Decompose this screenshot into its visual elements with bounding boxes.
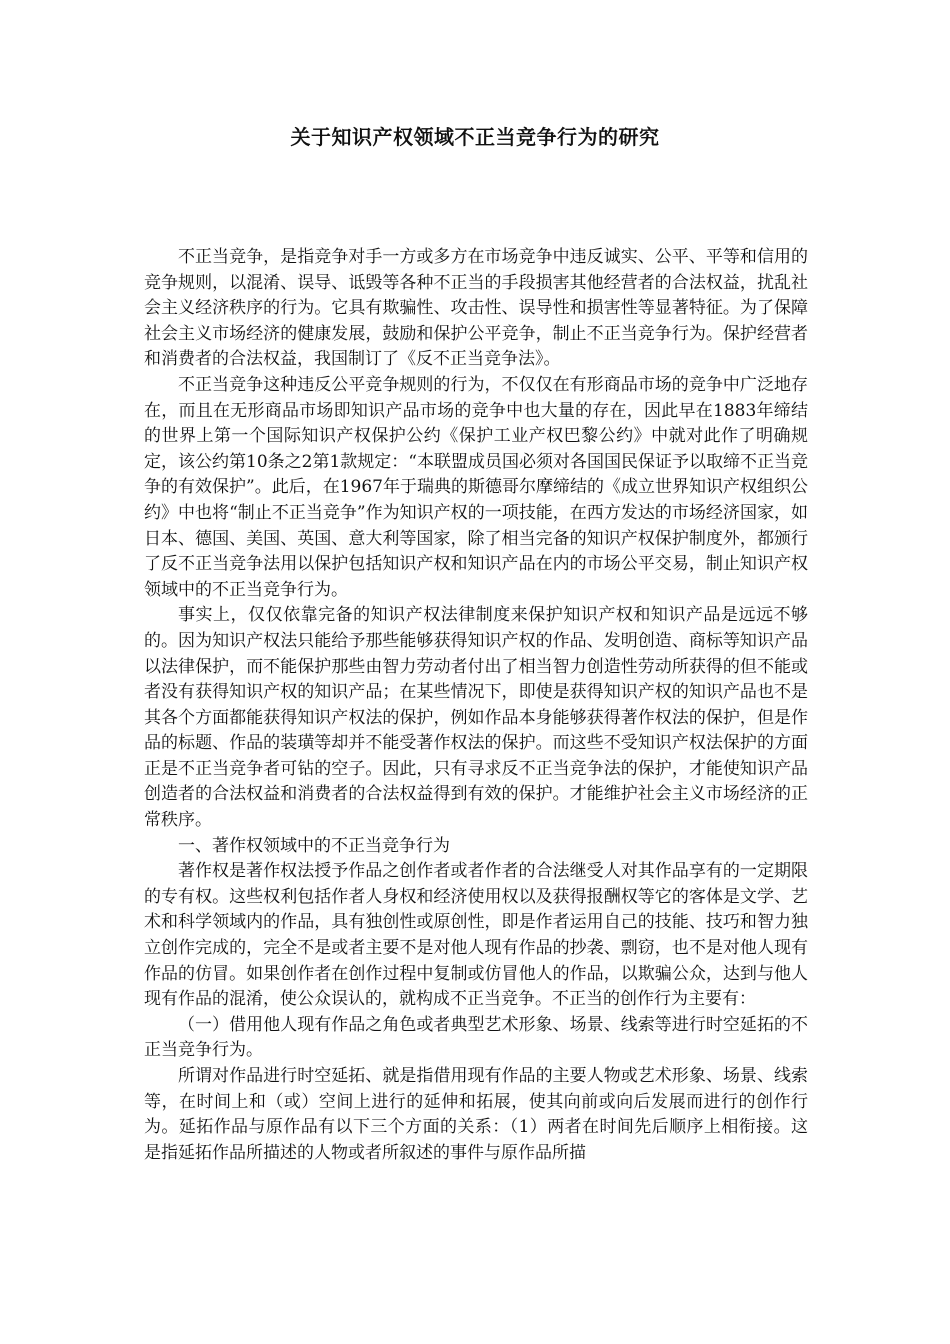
paragraph-1: 不正当竞争，是指竞争对手一方或多方在市场竞争中违反诚实、公平、平等和信用的竞争规则，以混淆、误导、诋毁等各种不正当的手段损害其他经营者的合法权益，扰乱社会主义经济秩序的行为。它具有欺骗性、攻击性、误导性和损害性等显著特征。为了保障社会主义市场经济的健康发展，鼓励和保护公平竞争，制止不正当竞争行为。保护经营者和消费者的合法权益，我国制订了《反不正当竞争法》。 [144, 247, 808, 370]
document-body [144, 245, 808, 1166]
document-title: 关于知识产权领域不正当竞争行为的研究 [290, 125, 660, 149]
section-heading-1: 一、著作权领域中的不正当竞争行为 [178, 835, 450, 856]
paragraph-3: 事实上，仅仅依靠完备的知识产权法律制度来保护知识产权和知识产品是远远不够的。因为知识产权法只能给予那些能够获得知识产权的作品、发明创造、商标等知识产品以法律保护，而不能保护那些由智力劳动者付出了相当智力创造性劳动所获得的但不能或者没有获得知识产权的知识产品；在某些情况下，即使是获得知识产权的知识产品也不是其各个方面都能获得知识产权法的保护，例如作品本身能够获得著作权法的保护，但是作品的标题、作品的装璜等却并不能受著作权法的保护。而这些不受知识产权法保护的方面正是不正当竞争者可钻的空子。因此，只有寻求反不正当竞争法的保护，才能使知识产品创造者的合法权益和消费者的合法权益得到有效的保护。才能维护社会主义市场经济的正常秩序。 [144, 605, 808, 831]
paragraph-5: 所谓对作品进行时空延拓、就是指借用现有作品的主要人物或艺术形象、场景、线索等，在时间上和（或）空间上进行的延伸和拓展，使其向前或向后发展而进行的创作行为。延拓作品与原作品有以下三个方面的关系：（1）两者在时间先后顺序上相衔接。这是指延拓作品所描述的人物或者所叙述的事件与原作品所描 [144, 1066, 808, 1163]
paragraph-4: 著作权是著作权法授予作品之创作者或者作者的合法继受人对其作品享有的一定期限的专有权。这些权利包括作者人身权和经济使用权以及获得报酬权等它的客体是文学、艺术和科学领域内的作品，具有独创性或原创性，即是作者运用自己的技能、技巧和智力独立创作完成的，完全不是或者主要不是对他人现有作品的抄袭、剽窃，也不是对他人现有作品的仿冒。如果创作者在创作过程中复制或仿冒他人的作品，以欺骗公众，达到与他人现有作品的混淆，使公众误认的，就构成不正当竞争。不正当的创作行为主要有： [144, 861, 808, 1010]
subsection-heading-1: （一）借用他人现有作品之角色或者典型艺术形象、场景、线索等进行时空延拓的不正当竞争行为。 [144, 1014, 808, 1061]
paragraph-2: 不正当竞争这种违反公平竞争规则的行为，不仅仅在有形商品市场的竞争中广泛地存在，而且在无形商品市场即知识产品市场的竞争中也大量的存在，因此早在1883年缔结的世界上第一个国际知识产权保护公约《保护工业产权巴黎公约》中就对此作了明确规定，该公约第10条之2第1款规定：“本联盟成员国必须对各国国民保证予以取缔不正当竞争的有效保护”。此后，在1967年于瑞典的斯德哥尔摩缔结的《成立世界知识产权组织公约》中也将“制止不正当竞争”作为知识产权的一项技能，在西方发达的市场经济国家，如日本、德国、美国、英国、意大利等国家，除了相当完备的知识产权保护制度外，都颁行了反不正当竞争法用以保护包括知识产权和知识产品在内的市场公平交易，制止知识产权领域中的不正当竞争行为。 [144, 374, 808, 600]
